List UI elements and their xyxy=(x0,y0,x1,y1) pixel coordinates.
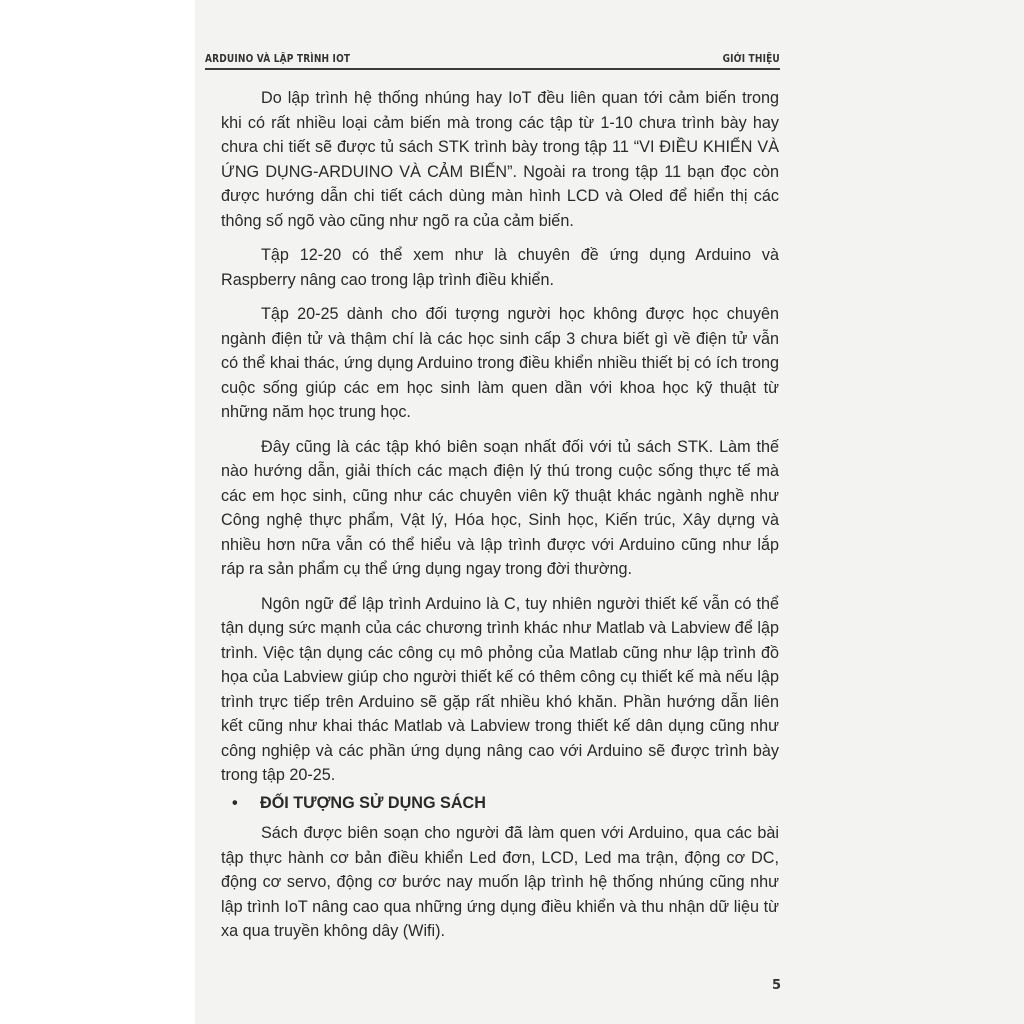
paragraph: Do lập trình hệ thống nhúng hay IoT đều liên quan tới cảm biến trong khi có rất nhiều loại cảm biến mà trong các tập từ 1-10 chưa trình bày hay chưa chi tiết sẽ được tủ sách STK trình bày trong tập 11 “VI ĐIỀU KHIỂN VÀ ỨNG DỤNG-ARDUINO VÀ CẢM BIẾN”. Ngoài ra trong tập 11 bạn đọc còn được hướng dẫn chi tiết cách dùng màn hình LCD và Oled để hiển thị các thông số ngõ vào cũng như ngõ ra của cảm biến. xyxy=(221,89,779,230)
paragraph: Tập 20-25 dành cho đối tượng người học không được học chuyên ngành điện tử và thậm chí là các học sinh cấp 3 chưa biết gì về điện tử vẫn có thể khai thác, ứng dụng Arduino trong điều khiển nhiều thiết bị có ích trong cuộc sống giúp các em học sinh làm quen dần với khoa học kỹ thuật từ những năm học trung học. xyxy=(221,305,779,421)
section-heading xyxy=(232,791,772,815)
paragraph: Đây cũng là các tập khó biên soạn nhất đối với tủ sách STK. Làm thế nào hướng dẫn, giải thích các mạch điện lý thú trong cuộc sống thực tế mà các em học sinh, cũng như các chuyên viên kỹ thuật khác ngành nghề như Công nghệ thực phẩm, Vật lý, Hóa học, Sinh học, Kiến trúc, Xây dựng và nhiều hơn nữa vẫn có thể hiểu và lập trình được với Arduino cũng như lắp ráp ra sản phẩm cụ thể ứng dụng ngay trong đời thường. xyxy=(221,437,779,578)
body-text xyxy=(221,86,779,798)
section-heading-text: ĐỐI TƯỢNG SỬ DỤNG SÁCH xyxy=(260,794,486,812)
header-chapter-title: GIỚI THIỆU xyxy=(722,52,780,65)
bullet-icon: • xyxy=(232,794,238,812)
paragraph: Tập 12-20 có thể xem như là chuyên đề ứng dụng Arduino và Raspberry nâng cao trong lập trình điều khiển. xyxy=(221,246,779,289)
paragraph: Ngôn ngữ để lập trình Arduino là C, tuy nhiên người thiết kế vẫn có thể tận dụng sức mạnh của các chương trình khác như Matlab và Labview để lập trình. Việc tận dụng các công cụ mô phỏng của Matlab cũng như lập trình đồ họa của Labview giúp cho người thiết kế có thêm công cụ thiết kế mà nếu lập trình trực tiếp trên Arduino sẽ gặp rất nhiều khó khăn. Phần hướng dẫn liên kết cũng như khai thác Matlab và Labview trong thiết kế dân dụng cũng như công nghiệp và các phần ứng dụng nâng cao với Arduino sẽ được trình bày trong tập 20-25. xyxy=(221,594,779,784)
paragraph: Sách được biên soạn cho người đã làm quen với Arduino, qua các bài tập thực hành cơ bản điều khiển Led đơn, LCD, Led ma trận, động cơ DC, động cơ servo, động cơ bước nay muốn lập trình hệ thống nhúng cũng như lập trình IoT nâng cao qua những ứng dụng điều khiển và thu nhận dữ liệu từ xa qua truyền không dây (Wifi). xyxy=(221,824,779,940)
header-book-title: ARDUINO VÀ LẬP TRÌNH IOT xyxy=(205,52,351,65)
section-body xyxy=(221,821,779,944)
running-header xyxy=(205,48,780,70)
page-number: 5 xyxy=(772,978,782,993)
